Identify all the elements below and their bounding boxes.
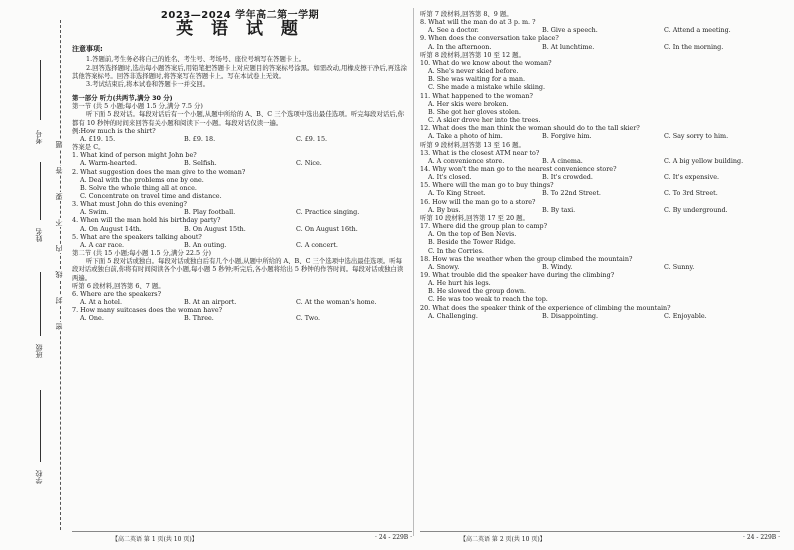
option: A. To King Street. (428, 189, 486, 198)
option: A. Warm-hearted. (80, 159, 138, 168)
binding-label-class: 班级 (35, 344, 43, 358)
seal-char: 封 (55, 297, 63, 304)
question-16-options (420, 206, 780, 214)
binding-strip (0, 0, 66, 550)
option: A. At a hotel. (80, 298, 123, 306)
question-16: 16. How will the man go to a store? (420, 197, 536, 206)
question-6: 6. Where are the speakers? (72, 289, 162, 298)
question-6-options (72, 298, 408, 306)
binding-fill-line (40, 162, 41, 220)
option: B. Disappointing. (542, 311, 599, 320)
option: B. Play football. (184, 208, 236, 217)
right-column (420, 10, 780, 320)
question-7-options (72, 314, 408, 322)
footer-page-title: 【高二英语 第 2 页(共 10 页)】 (460, 536, 546, 543)
notice-item: 2.回答选择题时,选出每小题答案后,用铅笔把答题卡上对应题目的答案标号涂黑。如需改动,用橡皮擦干净后,再选涂其他答案标号。回答非选择题时,将答案写在答题卡上。写在本试卷上无效。 (72, 63, 407, 80)
notice-block (72, 45, 408, 88)
option: A. A convenience store. (428, 156, 505, 165)
question-12-options (420, 132, 780, 140)
question-3-options (72, 208, 408, 216)
option: C. By underground. (664, 205, 728, 214)
option: C. Concentrate on travel time and distance. (80, 191, 222, 200)
option: A. Challenging. (428, 311, 478, 320)
option: B. At an airport. (184, 298, 237, 306)
footer-page-title: 【高二英语 第 1 页(共 10 页)】 (112, 536, 198, 543)
question-11: 11. What happened to the woman? (420, 91, 533, 100)
exam-year-term: 2023—2024 学年高二第一学期 (160, 10, 320, 21)
example-answer: 答案是 C。 (72, 143, 105, 152)
option: C. He was too weak to reach the top. (428, 295, 548, 304)
footer-code: · 24 - 229B · (743, 534, 780, 541)
page-footer-left (72, 531, 412, 543)
option: B. Three. (184, 314, 214, 323)
option: B. An outing. (184, 240, 227, 249)
notice-heading: 注意事项: (72, 45, 103, 54)
option: A. Snowy. (428, 262, 460, 271)
option: B. A cinema. (542, 156, 583, 165)
option: B. Forgive him. (542, 132, 592, 141)
option: B. Selfish. (184, 159, 217, 168)
example-question: 例:How much is the shirt? (72, 126, 156, 135)
option: B. On August 15th. (184, 224, 246, 233)
option: A. £19. 15. (80, 134, 116, 143)
binding-fill-line (40, 390, 41, 462)
binding-label-school: 学校 (35, 470, 43, 484)
option: B. He slowed the group down. (428, 287, 526, 296)
material-heading: 听第 10 段材料,回答第 17 至 20 题。 (420, 213, 529, 222)
option: C. Practice singing. (296, 208, 360, 217)
question-5: 5. What are the speakers talking about? (72, 232, 202, 241)
question-15: 15. Where will the man go to buy things? (420, 181, 554, 190)
option: B. It's crowded. (542, 173, 593, 182)
option: C. At the woman's home. (296, 298, 377, 306)
material-heading: 听第 6 段材料,回答第 6、7 题。 (72, 281, 165, 290)
seal-char: 线 (55, 271, 63, 278)
question-8-options (420, 26, 780, 34)
option: A. It's closed. (428, 173, 472, 182)
option: B. Give a speech. (542, 26, 598, 35)
binding-fill-line (40, 272, 41, 336)
option: A. Take a photo of him. (428, 132, 503, 141)
question-19: 19. What trouble did the speaker have during the climbing? (420, 271, 615, 279)
option: C. A skier drove her into the trees. (428, 116, 541, 125)
seal-char: 题 (55, 141, 63, 148)
option: C. Say sorry to him. (664, 132, 729, 141)
question-18-options (420, 263, 780, 271)
question-5-options (72, 241, 408, 249)
option: A. In the afternoon. (428, 42, 492, 51)
option: C. In the morning. (664, 42, 724, 51)
question-10: 10. What do we know about the woman? (420, 58, 552, 67)
question-13-options (420, 157, 780, 165)
question-1: 1. What kind of person might John be? (72, 151, 197, 160)
question-8: 8. What will the man do at 3 p. m. ? (420, 18, 536, 27)
section-heading: 第二节 (共 15 小题;每小题 1.5 分,满分 22.5 分) (72, 249, 211, 258)
option: C. Attend a meeting. (664, 26, 731, 35)
option: A. By bus. (428, 205, 461, 214)
question-7: 7. How many suitcases does the woman have? (72, 306, 223, 315)
section-heading: 第一节 (共 5 小题;每小题 1.5 分,满分 7.5 分) (72, 102, 203, 111)
option: C. On August 16th. (296, 224, 358, 233)
option: A. One. (80, 314, 104, 323)
seal-char: 内 (55, 245, 63, 252)
option: B. To 22nd Street. (542, 189, 601, 198)
question-20: 20. What does the speaker think of the experience of climbing the mountain? (420, 303, 671, 312)
option: A. On the top of Ben Nevis. (428, 230, 517, 239)
question-17: 17. Where did the group plan to camp? (420, 222, 548, 231)
question-2: 2. What suggestion does the man give to the woman? (72, 167, 246, 176)
option: B. Beside the Tower Ridge. (428, 238, 516, 247)
option: C. She made a mistake while skiing. (428, 83, 546, 92)
option: C. A concert. (296, 240, 338, 249)
option: C. It's expensive. (664, 173, 720, 182)
option: A. Swim. (80, 208, 109, 217)
question-4: 4. When will the man hold his birthday party? (72, 216, 221, 225)
option: C. In the Corries. (428, 246, 484, 255)
option: C. Enjoyable. (664, 311, 707, 320)
part-heading: 第一部分 听力(共两节,满分 30 分) (72, 94, 173, 103)
question-13: 13. What is the closest ATM near to? (420, 148, 540, 157)
option: C. Sunny. (664, 262, 695, 271)
option: C. A big yellow building. (664, 156, 744, 165)
option: A. A car race. (80, 240, 125, 249)
option: B. By taxi. (542, 205, 576, 214)
option: B. Solve the whole thing all at once. (80, 183, 197, 192)
question-20-options (420, 312, 780, 320)
question-9-options (420, 43, 780, 51)
material-heading: 听第 8 段材料,回答第 10 至 12 题。 (420, 50, 525, 59)
binding-label-exam-number: 考号 (35, 130, 43, 144)
question-1-options (72, 159, 408, 167)
question-4-options (72, 225, 408, 233)
section-instructions: 听下面 5 段对话或独白。每段对话或独白后有几个小题,从题中所给的 A、B、C 三个选项中选出最佳选项。听每段对话或独白前,你将有时间阅读各个小题,每小题 5 秒钟;听完后,各小题将给出 5 秒钟的作答时间。每段对话或独白读两遍。 (72, 257, 404, 282)
binding-fill-line (40, 60, 41, 120)
option: B. She was waiting for a man. (428, 75, 525, 84)
option: A. She's never skied before. (428, 67, 519, 76)
option: C. Nice. (296, 159, 322, 168)
left-column (72, 10, 408, 322)
option: B. Windy. (542, 262, 573, 271)
binding-label-name: 姓名 (35, 228, 43, 242)
option: A. Her skis were broken. (428, 99, 509, 108)
option: A. On August 14th. (80, 224, 142, 233)
seal-char: 密 (55, 323, 63, 330)
question-9: 9. When does the conversation take place? (420, 34, 559, 43)
question-14-options (420, 173, 780, 181)
column-divider (413, 8, 414, 536)
option: B. At lunchtime. (542, 42, 595, 51)
notice-item: 1.答题前,考生务必将自己的姓名、考生号、考场号、座位号填写在答题卡上。 (86, 55, 306, 64)
example-options (72, 135, 408, 143)
section-instructions: 听下面 5 段对话。每段对话后有一个小题,从题中所给的 A、B、C 三个选项中选出最佳选项。听完每段对话后,你都有 10 秒钟的时间来回答有关小题和阅读下一小题。每段对话仅读一遍。 (72, 110, 405, 127)
option: B. £9. 18. (184, 134, 216, 143)
question-18: 18. How was the weather when the group climbed the mountain? (420, 254, 633, 263)
material-heading: 听第 7 段材料,回答第 8、9 题。 (420, 10, 513, 18)
seal-char: 不 (55, 219, 63, 226)
page-footer-right (420, 531, 780, 543)
exam-title: 英 语 试 题 (176, 19, 304, 40)
option: B. She got her gloves stolen. (428, 107, 521, 116)
question-15-options (420, 189, 780, 197)
question-3: 3. What must John do this evening? (72, 200, 187, 209)
question-14: 14. Why won't the man go to the nearest convenience store? (420, 164, 617, 173)
seal-char: 要 (55, 193, 63, 200)
footer-code: · 24 - 229B · (375, 534, 412, 541)
option: C. To 3rd Street. (664, 189, 718, 198)
option: C. Two. (296, 314, 320, 323)
notice-item: 3.考试结束后,将本试卷和答题卡一并交回。 (86, 79, 210, 88)
question-12: 12. What does the man think the woman should do to the tall skier? (420, 124, 640, 133)
option: A. Deal with the problems one by one. (80, 175, 204, 184)
option: A. See a doctor. (428, 26, 479, 35)
option: A. He hurt his legs. (428, 279, 491, 288)
material-heading: 听第 9 段材料,回答第 13 至 16 题。 (420, 140, 525, 149)
seal-char: 答 (55, 167, 63, 174)
option: C. £9. 15. (296, 134, 328, 143)
